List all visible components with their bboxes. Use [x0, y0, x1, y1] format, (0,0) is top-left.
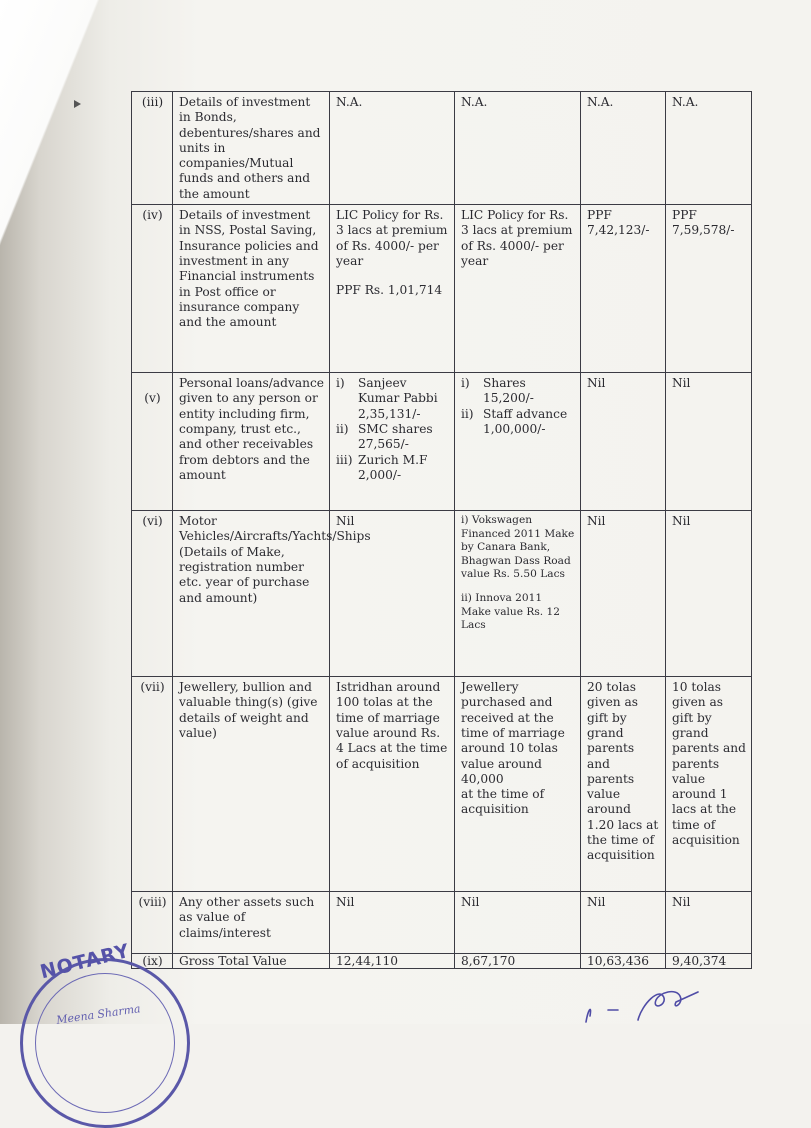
table-row-iv — [132, 205, 752, 373]
row-number: (vi) — [132, 511, 173, 677]
row-description: Jewellery, bullion and valuable thing(s) (give details of weight and value) — [173, 677, 330, 892]
list-item: ii) SMC shares 27,565/- — [336, 421, 433, 452]
cell-self — [330, 373, 455, 511]
table-row-vii — [132, 677, 752, 892]
total-spouse: 8,67,170 — [455, 954, 581, 969]
cell-self: Nil — [330, 511, 455, 677]
cell-dependent-1: N.A. — [581, 92, 666, 205]
ppf-text: PPF Rs. 1,01,714 — [336, 283, 443, 298]
cell-dependent-2: N.A. — [666, 92, 752, 205]
cell-dependent-2: 10 tolas given as gift by grand parents and parents value around 1 lacs at the time of acquisition — [666, 677, 752, 892]
loan-list — [461, 376, 575, 437]
notary-seal-name: Meena Sharma — [55, 1002, 142, 1027]
row-number: (viii) — [132, 892, 173, 954]
cell-dependent-1: Nil — [581, 892, 666, 954]
signature-icon — [580, 980, 700, 1024]
cell-dependent-2: PPF 7,59,578/- — [666, 205, 752, 373]
table-row-ix — [132, 954, 752, 969]
list-item: i) Sanjeev Kumar Pabbi 2,35,131/- — [336, 376, 438, 421]
cell-self: N.A. — [330, 92, 455, 205]
table-row-iii — [132, 92, 752, 205]
cell-dependent-1: PPF 7,42,123/- — [581, 205, 666, 373]
cell-dependent-1: 20 tolas given as gift by grand parents and parents value around 1.20 lacs at the time of acquisition — [581, 677, 666, 892]
row-description: Any other assets such as value of claims/interest — [173, 892, 330, 954]
cell-spouse — [455, 373, 581, 511]
cell-dependent-1: Nil — [581, 373, 666, 511]
cell-self — [330, 205, 455, 373]
cell-dependent-2: Nil — [666, 892, 752, 954]
row-description: Personal loans/advance given to any person or entity including firm, company, trust etc., and other receivables from debtors and the amount — [173, 373, 330, 511]
row-number: (iv) — [132, 205, 173, 373]
total-dependent-2: 9,40,374 — [666, 954, 752, 969]
cell-spouse: LIC Policy for Rs. 3 lacs at premium of Rs. 4000/- per year — [455, 205, 581, 373]
cell-self: Nil — [330, 892, 455, 954]
row-description: Details of investment in Bonds, debentures/shares and units in companies/Mutual funds and others and the amount — [173, 92, 330, 205]
cell-spouse: Nil — [455, 892, 581, 954]
cell-self: Istridhan around 100 tolas at the time of marriage value around Rs. 4 Lacs at the time of acquisition — [330, 677, 455, 892]
row-number: (ix) — [132, 954, 173, 969]
cell-spouse: N.A. — [455, 92, 581, 205]
notary-seal-title: NOTARY — [38, 939, 133, 984]
row-description: Motor Vehicles/Aircrafts/Yachts/Ships (Details of Make, registration number etc. year of purchase and amount) — [173, 511, 330, 677]
cell-spouse — [455, 511, 581, 677]
row-number: (vii) — [132, 677, 173, 892]
table-row-v — [132, 373, 752, 511]
row-description: Gross Total Value — [173, 954, 330, 969]
fold-marker-icon — [74, 100, 81, 108]
folded-corner — [0, 0, 130, 310]
cell-dependent-2: Nil — [666, 511, 752, 677]
total-dependent-1: 10,63,436 — [581, 954, 666, 969]
assets-table — [131, 91, 752, 969]
loan-list — [336, 376, 449, 483]
row-number: (iii) — [132, 92, 173, 205]
notary-seal-icon — [20, 958, 190, 1128]
row-number: (v) — [132, 373, 173, 511]
vehicle-1-text: i) Vokswagen Financed 2011 Make by Canara Bank, Bhagwan Dass Road value Rs. 5.50 Lacs — [461, 514, 575, 581]
table-row-vi — [132, 511, 752, 677]
cell-spouse: Jewellery purchased and received at the time of marriage around 10 tolas value around 40,000 at the time of acquisition — [455, 677, 581, 892]
table-row-viii — [132, 892, 752, 954]
cell-dependent-2: Nil — [666, 373, 752, 511]
lic-policy-text: LIC Policy for Rs. 3 lacs at premium of Rs. 4000/- per year — [336, 208, 448, 268]
list-item: i) Shares 15,200/- — [461, 376, 534, 406]
total-self: 12,44,110 — [330, 954, 455, 969]
list-item: iii) Zurich M.F 2,000/- — [336, 452, 428, 482]
list-item: ii) Staff advance 1,00,000/- — [461, 406, 568, 436]
cell-dependent-1: Nil — [581, 511, 666, 677]
vehicle-2-text: ii) Innova 2011 Make value Rs. 12 Lacs — [461, 592, 560, 632]
row-description: Details of investment in NSS, Postal Saving, Insurance policies and investment in any Financial instruments in Post office or insurance company and the amount — [173, 205, 330, 373]
